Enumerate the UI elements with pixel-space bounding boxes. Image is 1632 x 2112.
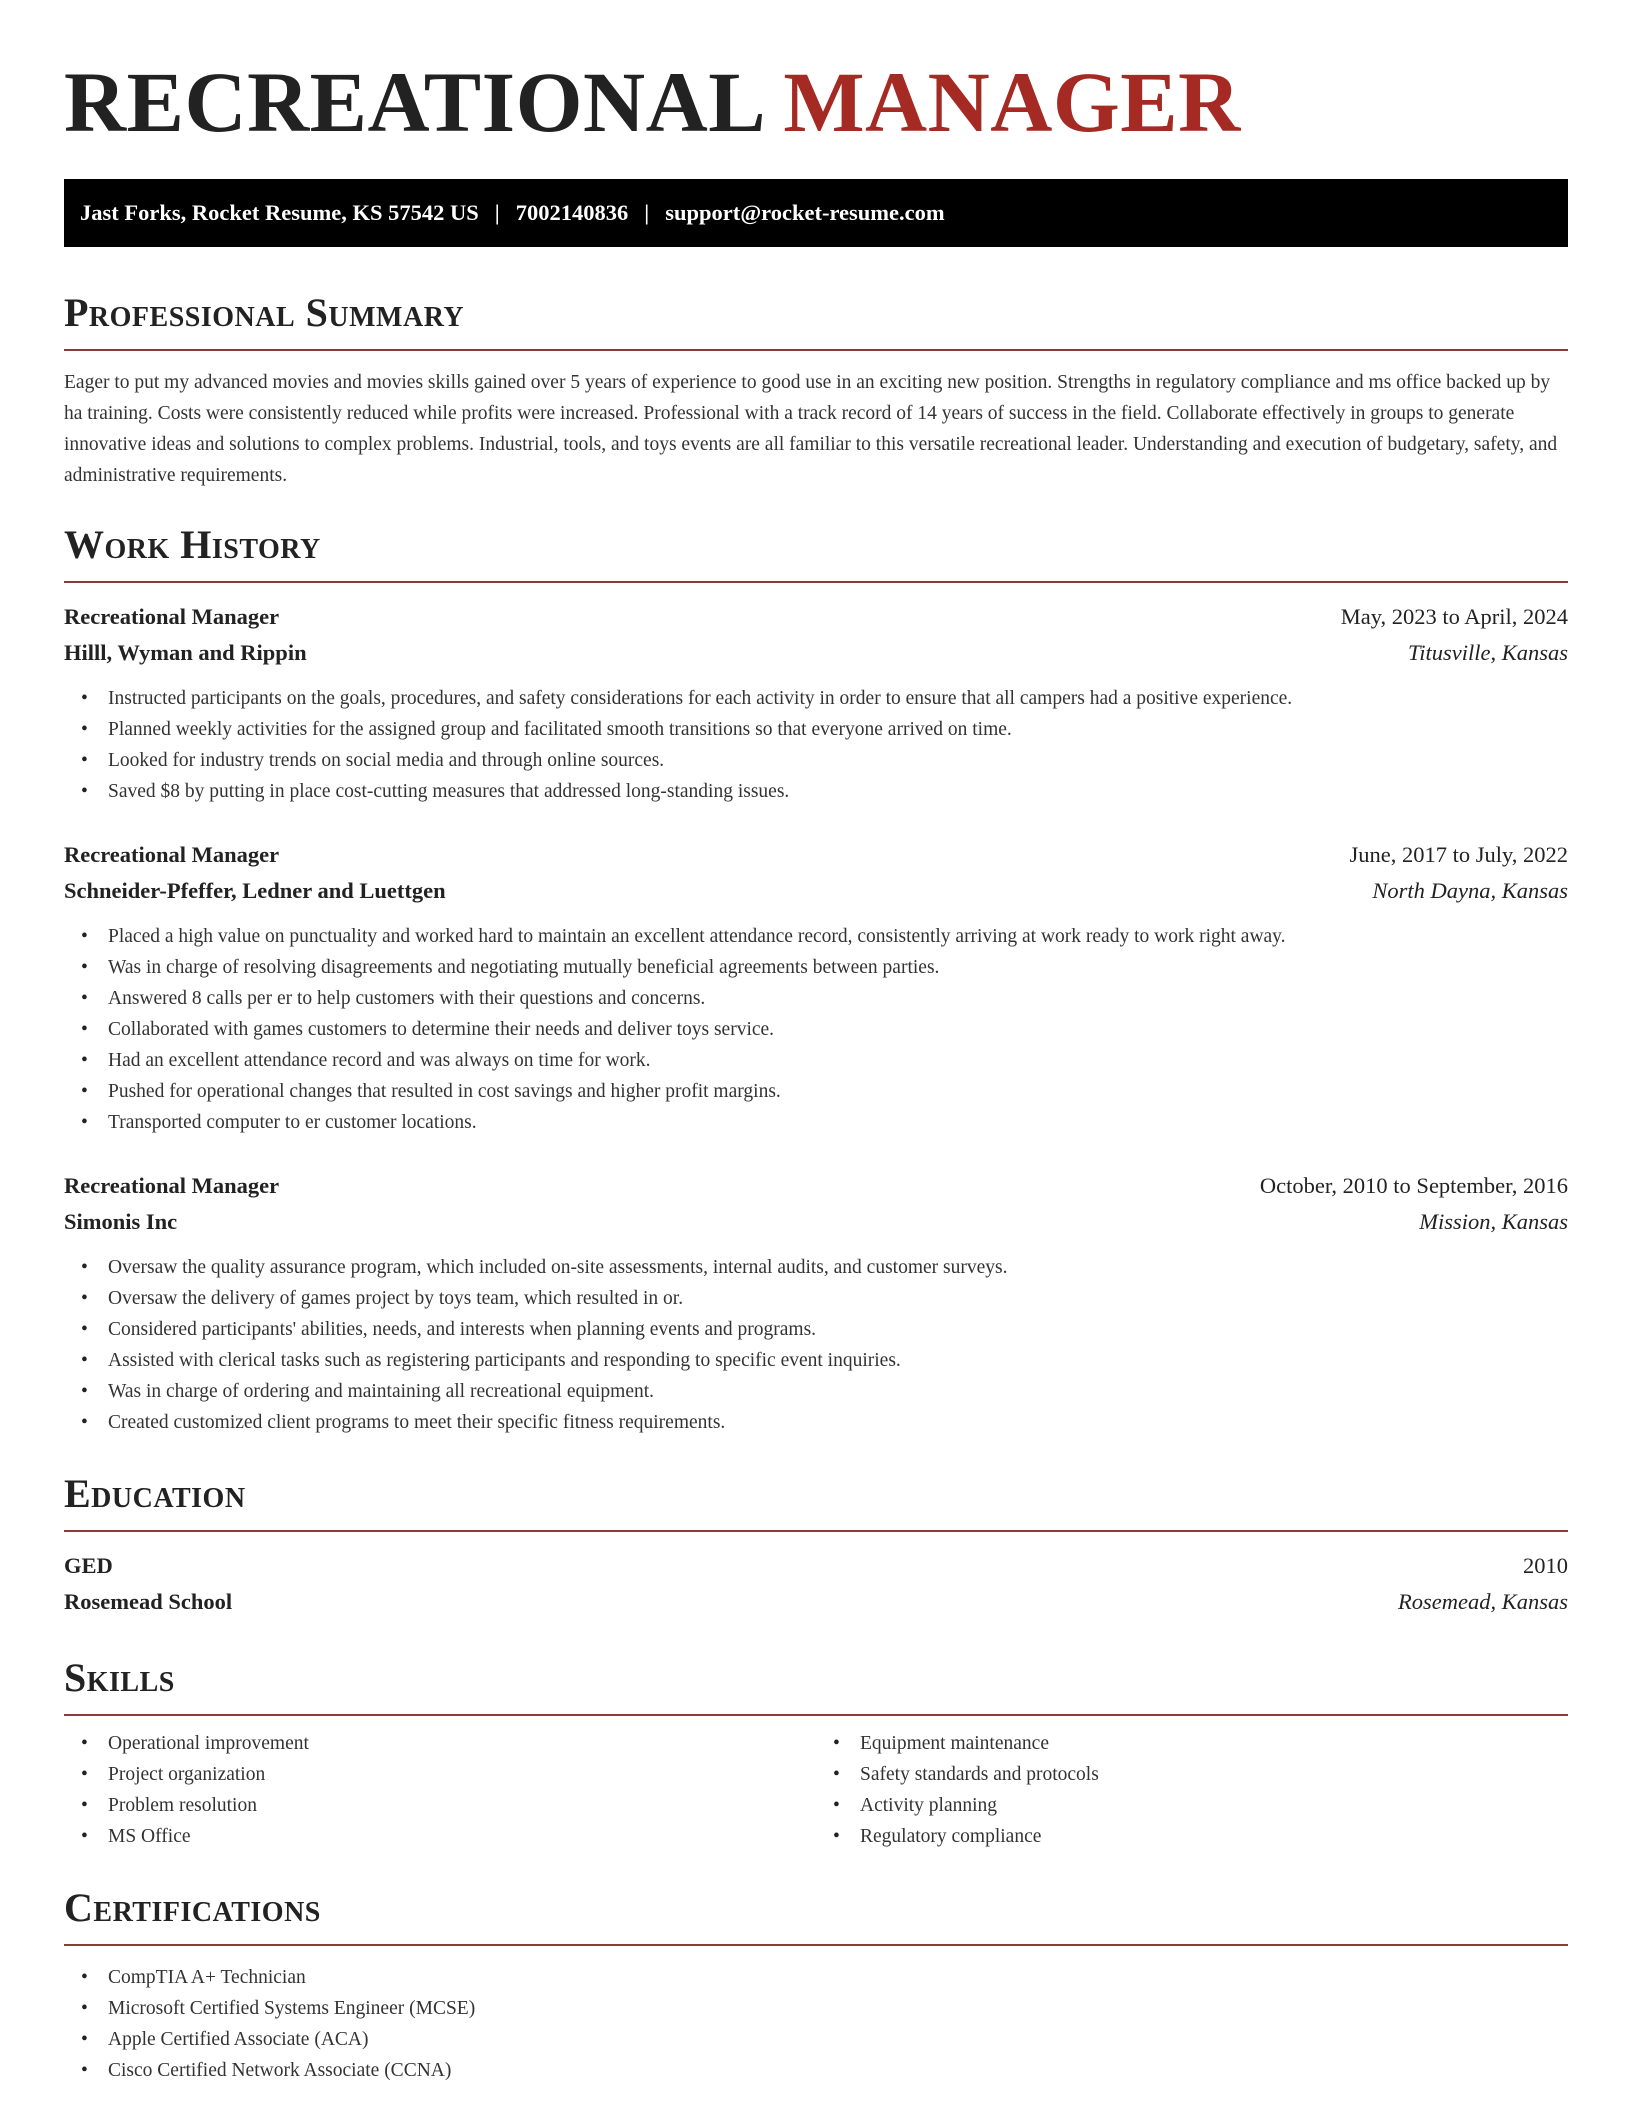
section-title-certifications: Certifications: [64, 1884, 1568, 1946]
skill-item: • Regulatory compliance: [860, 1821, 1568, 1852]
section-title-skills: Skills: [64, 1654, 1568, 1716]
skills-list: [64, 1728, 1568, 1852]
certification-item: • Microsoft Certified Systems Engineer (MCSE): [108, 1993, 1568, 2024]
job-bullet: • Had an excellent attendance record and was always on time for work.: [108, 1045, 1568, 1076]
summary-text: Eager to put my advanced movies and movies skills gained over 5 years of experience to good use in an exciting new position. Strengths in regulatory compliance and ms office backed up by ha training. Costs were consistently reduced while profits were increased. Professional with a track record of 14 years of success in the field. Collaborate effectively in groups to generate innovative ideas and solutions to complex problems. Industrial, tools, and toys events are all familiar to this versatile recreational leader. Understanding and execution of budgetary, safety, and administrative requirements.: [64, 372, 1558, 486]
job-company: Hilll, Wyman and Rippin: [64, 640, 307, 665]
job-bullet: • Answered 8 calls per er to help customers with their questions and concerns.: [108, 983, 1568, 1014]
job-location: Mission, Kansas: [1419, 1209, 1568, 1234]
job-bullet: • Considered participants' abilities, needs, and interests when planning events and programs.: [108, 1314, 1568, 1345]
section-title-education: Education: [64, 1470, 1568, 1532]
job-company: Schneider-Pfeffer, Ledner and Luettgen: [64, 878, 446, 903]
skill-item: • Project organization: [108, 1759, 816, 1790]
job-entry: [64, 1168, 1568, 1438]
job-entry: [64, 837, 1568, 1138]
job-bullet: • Was in charge of resolving disagreements and negotiating mutually beneficial agreements between parties.: [108, 952, 1568, 983]
section-title-work-history: Work History: [64, 521, 1568, 583]
education-year: 2010: [1523, 1553, 1568, 1578]
job-bullets: [64, 683, 1568, 807]
skill-item: • Operational improvement: [108, 1728, 816, 1759]
job-bullet: • Placed a high value on punctuality and worked hard to maintain an excellent attendance record, consistently arriving at work ready to work right away.: [108, 921, 1568, 952]
contact-separator: |: [494, 200, 500, 225]
job-entry: [64, 599, 1568, 807]
job-location: North Dayna, Kansas: [1372, 878, 1568, 903]
job-bullet: • Instructed participants on the goals, procedures, and safety considerations for each activity in order to ensure that all campers had a positive experience.: [108, 683, 1568, 714]
job-location: Titusville, Kansas: [1407, 640, 1568, 665]
contact-email: support@rocket-resume.com: [665, 200, 945, 225]
certifications-list: [64, 1962, 1568, 2086]
skill-item: • Activity planning: [860, 1790, 1568, 1821]
job-role: Recreational Manager: [64, 1173, 280, 1198]
job-bullet: • Oversaw the quality assurance program, which included on-site assessments, internal audits, and customer surveys.: [108, 1252, 1568, 1283]
job-bullet: • Saved $8 by putting in place cost-cutting measures that addressed long-standing issues.: [108, 776, 1568, 807]
job-bullet: • Created customized client programs to meet their specific fitness requirements.: [108, 1407, 1568, 1438]
certification-item: • Cisco Certified Network Associate (CCNA): [108, 2055, 1568, 2086]
education-entry: [64, 1548, 1568, 1620]
job-bullet: • Assisted with clerical tasks such as registering participants and responding to specific event inquiries.: [108, 1345, 1568, 1376]
skills-column-left: [64, 1728, 816, 1852]
job-bullet: • Transported computer to er customer locations.: [108, 1107, 1568, 1138]
skill-item: • MS Office: [108, 1821, 816, 1852]
job-dates: October, 2010 to September, 2016: [1259, 1173, 1568, 1198]
job-bullets: [64, 1252, 1568, 1438]
last-name: MANAGER: [783, 54, 1241, 150]
contact-phone: 7002140836: [515, 200, 629, 225]
education-location: Rosemead, Kansas: [1398, 1589, 1568, 1614]
certification-item: • Apple Certified Associate (ACA): [108, 2024, 1568, 2055]
skills-column-right: [816, 1728, 1568, 1852]
skill-item: • Safety standards and protocols: [860, 1759, 1568, 1790]
job-bullets: [64, 921, 1568, 1138]
first-name: RECREATIONAL: [64, 54, 762, 150]
job-bullet: • Looked for industry trends on social media and through online sources.: [108, 745, 1568, 776]
job-bullet: • Planned weekly activities for the assigned group and facilitated smooth transitions so that everyone arrived on time.: [108, 714, 1568, 745]
contact-separator: |: [644, 200, 650, 225]
contact-address: Jast Forks, Rocket Resume, KS 57542 US: [80, 200, 479, 225]
job-role: Recreational Manager: [64, 842, 280, 867]
section-title-summary: Professional Summary: [64, 289, 1568, 351]
job-dates: June, 2017 to July, 2022: [1349, 842, 1568, 867]
job-dates: May, 2023 to April, 2024: [1340, 604, 1568, 629]
resume-name: [64, 52, 1568, 152]
job-bullet: • Pushed for operational changes that resulted in cost savings and higher profit margins.: [108, 1076, 1568, 1107]
job-company: Simonis Inc: [64, 1209, 178, 1234]
certification-item: • CompTIA A+ Technician: [108, 1962, 1568, 1993]
skill-item: • Equipment maintenance: [860, 1728, 1568, 1759]
skill-item: • Problem resolution: [108, 1790, 816, 1821]
education-degree: GED: [64, 1553, 113, 1578]
education-school: Rosemead School: [64, 1589, 233, 1614]
job-bullet: • Was in charge of ordering and maintaining all recreational equipment.: [108, 1376, 1568, 1407]
contact-bar: [64, 179, 1568, 247]
job-bullet: • Oversaw the delivery of games project by toys team, which resulted in or.: [108, 1283, 1568, 1314]
job-role: Recreational Manager: [64, 604, 280, 629]
job-bullet: • Collaborated with games customers to determine their needs and deliver toys service.: [108, 1014, 1568, 1045]
